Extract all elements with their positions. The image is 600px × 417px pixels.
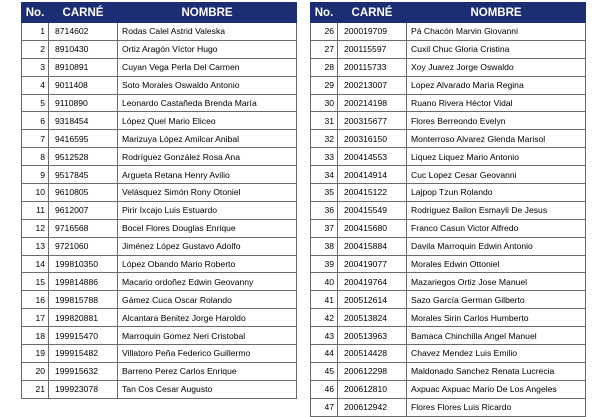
carne-cell: 8714602	[49, 23, 118, 41]
carne-cell: 199915482	[49, 345, 118, 363]
row-number: 12	[22, 219, 49, 237]
table-row	[22, 237, 297, 255]
row-number: 2	[22, 40, 49, 58]
header-nombre: NOMBRE	[118, 3, 297, 23]
carne-cell: 9612007	[49, 201, 118, 219]
table-row	[311, 58, 586, 76]
table-row	[22, 345, 297, 363]
table-row	[311, 362, 586, 380]
nombre-cell: Rodríguez González Rosa Ana	[118, 148, 297, 166]
nombre-cell: Leonardo Castañeda Brenda María	[118, 94, 297, 112]
nombre-cell: Lopez Alvarado Maria Regina	[407, 76, 586, 94]
carne-cell: 9716568	[49, 219, 118, 237]
carne-cell: 199820881	[49, 309, 118, 327]
table-row	[311, 291, 586, 309]
nombre-cell: Xoy Juarez Jorge Oswaldo	[407, 58, 586, 76]
carne-cell: 199915632	[49, 362, 118, 380]
table-row	[311, 380, 586, 398]
carne-cell: 200019709	[338, 23, 407, 41]
nombre-cell: Gámez Cuca Oscar Rolando	[118, 291, 297, 309]
carne-cell: 9416595	[49, 130, 118, 148]
nombre-cell: Maldonado Sanchez Renata Lucrecia	[407, 362, 586, 380]
nombre-cell: Cuc Lopez Cesar Geovanni	[407, 166, 586, 184]
carne-cell: 200415680	[338, 219, 407, 237]
nombre-cell: Davila Marroquin Edwin Antonio	[407, 237, 586, 255]
row-number: 19	[22, 345, 49, 363]
table-row	[311, 130, 586, 148]
nombre-cell: Franco Casun Victor Alfredo	[407, 219, 586, 237]
row-number: 6	[22, 112, 49, 130]
student-table-left	[21, 2, 297, 399]
row-number: 5	[22, 94, 49, 112]
row-number: 9	[22, 166, 49, 184]
row-number: 3	[22, 58, 49, 76]
carne-cell: 200513963	[338, 327, 407, 345]
nombre-cell: Chavez Mendez Luis Emilio	[407, 345, 586, 363]
table-row	[22, 130, 297, 148]
nombre-cell: Tan Cos Cesar Augusto	[118, 380, 297, 398]
carne-cell: 200514428	[338, 345, 407, 363]
row-number: 30	[311, 94, 338, 112]
nombre-cell: Liquez Liquez Mario Antonio	[407, 148, 586, 166]
header-row	[22, 3, 297, 23]
table-row	[311, 148, 586, 166]
nombre-cell: Jiménez López Gustavo Adolfo	[118, 237, 297, 255]
nombre-cell: Morales Sirin Carlos Humberto	[407, 309, 586, 327]
nombre-cell: López Obando Mario Roberto	[118, 255, 297, 273]
row-number: 29	[311, 76, 338, 94]
nombre-cell: Villatoro Peña Federico Guillermo	[118, 345, 297, 363]
nombre-cell: Morales Edwin Ottoniel	[407, 255, 586, 273]
table-row	[22, 40, 297, 58]
table-row	[22, 255, 297, 273]
row-number: 8	[22, 148, 49, 166]
row-number: 27	[311, 40, 338, 58]
carne-cell: 200315677	[338, 112, 407, 130]
carne-cell: 200612810	[338, 380, 407, 398]
table-row	[22, 201, 297, 219]
table-row	[311, 40, 586, 58]
carne-cell: 8910891	[49, 58, 118, 76]
row-number: 42	[311, 309, 338, 327]
header-nombre: NOMBRE	[407, 3, 586, 23]
carne-cell: 9512528	[49, 148, 118, 166]
table-row	[22, 273, 297, 291]
table-row	[22, 327, 297, 345]
carne-cell: 9610805	[49, 184, 118, 202]
nombre-cell: Lajpop Tzun Rolando	[407, 184, 586, 202]
table-row	[22, 112, 297, 130]
table-row	[22, 76, 297, 94]
nombre-cell: Argueta Retana Henry Avilio	[118, 166, 297, 184]
row-number: 41	[311, 291, 338, 309]
carne-cell: 200415884	[338, 237, 407, 255]
table-row	[311, 166, 586, 184]
table-row	[22, 291, 297, 309]
row-number: 45	[311, 362, 338, 380]
row-number: 10	[22, 184, 49, 202]
table-row	[311, 237, 586, 255]
header-no: No.	[311, 3, 338, 23]
table-row	[311, 219, 586, 237]
nombre-cell: Flores Flores Luis Ricardo	[407, 398, 586, 416]
table-row	[311, 345, 586, 363]
carne-cell: 200414914	[338, 166, 407, 184]
carne-cell: 200316150	[338, 130, 407, 148]
nombre-cell: Marizuya López Amilcar Anibal	[118, 130, 297, 148]
carne-cell: 200512614	[338, 291, 407, 309]
nombre-cell: Pirir Ixcajo Luis Estuardo	[118, 201, 297, 219]
nombre-cell: Barreno Perez Carlos Enrique	[118, 362, 297, 380]
row-number: 15	[22, 273, 49, 291]
table-row	[22, 309, 297, 327]
carne-cell: 199815788	[49, 291, 118, 309]
nombre-cell: Alcantara Benitez Jorge Haroldo	[118, 309, 297, 327]
nombre-cell: Ortiz Aragón Víctor Hugo	[118, 40, 297, 58]
nombre-cell: Velásquez Simón Rony Otoniel	[118, 184, 297, 202]
row-number: 4	[22, 76, 49, 94]
table-row	[22, 23, 297, 41]
row-number: 17	[22, 309, 49, 327]
row-number: 40	[311, 273, 338, 291]
carne-cell: 9011408	[49, 76, 118, 94]
row-number: 14	[22, 255, 49, 273]
row-number: 1	[22, 23, 49, 41]
nombre-cell: López Quel Mario Eliceo	[118, 112, 297, 130]
nombre-cell: Soto Morales Oswaldo Antonio	[118, 76, 297, 94]
row-number: 20	[22, 362, 49, 380]
carne-cell: 9517845	[49, 166, 118, 184]
row-number: 39	[311, 255, 338, 273]
nombre-cell: Mazariegos Ortiz Jose Manuel	[407, 273, 586, 291]
table-row	[311, 76, 586, 94]
row-number: 26	[311, 23, 338, 41]
table-row	[22, 362, 297, 380]
nombre-cell: Ruano Rivera Héctor Vidal	[407, 94, 586, 112]
header-row	[311, 3, 586, 23]
nombre-cell: Flores Berreondo Evelyn	[407, 112, 586, 130]
carne-cell: 9318454	[49, 112, 118, 130]
table-row	[22, 184, 297, 202]
row-number: 36	[311, 201, 338, 219]
carne-cell: 199923078	[49, 380, 118, 398]
student-table-right	[310, 2, 586, 417]
carne-cell: 9721060	[49, 237, 118, 255]
nombre-cell: Bamaca Chinchilla Angel Manuel	[407, 327, 586, 345]
header-carne: CARNÉ	[49, 3, 118, 23]
carne-cell: 199810350	[49, 255, 118, 273]
header-no: No.	[22, 3, 49, 23]
nombre-cell: Macario ordoñez Edwin Geovanny	[118, 273, 297, 291]
nombre-cell: Monterroso Alvarez Glenda Marisol	[407, 130, 586, 148]
table-row	[22, 166, 297, 184]
row-number: 43	[311, 327, 338, 345]
carne-cell: 200115733	[338, 58, 407, 76]
table-row	[22, 219, 297, 237]
row-number: 31	[311, 112, 338, 130]
nombre-cell: Rodas Calel Astrid Valeska	[118, 23, 297, 41]
nombre-cell: Sazo García German Gilberto	[407, 291, 586, 309]
row-number: 35	[311, 184, 338, 202]
row-number: 16	[22, 291, 49, 309]
carne-cell: 200612298	[338, 362, 407, 380]
carne-cell: 200115597	[338, 40, 407, 58]
row-number: 13	[22, 237, 49, 255]
nombre-cell: Bocel Flores Douglas Enrique	[118, 219, 297, 237]
row-number: 28	[311, 58, 338, 76]
carne-cell: 200415122	[338, 184, 407, 202]
carne-cell: 9110890	[49, 94, 118, 112]
carne-cell: 200419077	[338, 255, 407, 273]
table-row	[311, 398, 586, 416]
table-row	[22, 148, 297, 166]
table-row	[311, 184, 586, 202]
carne-cell: 200414553	[338, 148, 407, 166]
row-number: 7	[22, 130, 49, 148]
carne-cell: 200214198	[338, 94, 407, 112]
table-row	[22, 58, 297, 76]
carne-cell: 199915470	[49, 327, 118, 345]
carne-cell: 200513824	[338, 309, 407, 327]
carne-cell: 200415549	[338, 201, 407, 219]
row-number: 37	[311, 219, 338, 237]
nombre-cell: Marroquin Gomez Neri Cristobal	[118, 327, 297, 345]
table-row	[22, 380, 297, 398]
carne-cell: 199814886	[49, 273, 118, 291]
nombre-cell: Cuyan Vega Perla Del Carmen	[118, 58, 297, 76]
row-number: 21	[22, 380, 49, 398]
nombre-cell: Axpuac Axpuac Mario De Los Angeles	[407, 380, 586, 398]
nombre-cell: Cuxil Chuc Gloria Cristina	[407, 40, 586, 58]
carne-cell: 8910430	[49, 40, 118, 58]
table-row	[311, 201, 586, 219]
header-carne: CARNÉ	[338, 3, 407, 23]
table-row	[311, 273, 586, 291]
carne-cell: 200612942	[338, 398, 407, 416]
carne-cell: 200213007	[338, 76, 407, 94]
table-row	[311, 255, 586, 273]
row-number: 47	[311, 398, 338, 416]
row-number: 38	[311, 237, 338, 255]
row-number: 11	[22, 201, 49, 219]
row-number: 18	[22, 327, 49, 345]
table-row	[311, 23, 586, 41]
table-row	[22, 94, 297, 112]
table-row	[311, 94, 586, 112]
table-row	[311, 112, 586, 130]
nombre-cell: Pá Chacón Marvin Giovanni	[407, 23, 586, 41]
table-row	[311, 327, 586, 345]
row-number: 44	[311, 345, 338, 363]
row-number: 34	[311, 166, 338, 184]
table-row	[311, 309, 586, 327]
carne-cell: 200419764	[338, 273, 407, 291]
row-number: 33	[311, 148, 338, 166]
row-number: 46	[311, 380, 338, 398]
row-number: 32	[311, 130, 338, 148]
nombre-cell: Rodriguez Bailon Esmayli De Jesus	[407, 201, 586, 219]
